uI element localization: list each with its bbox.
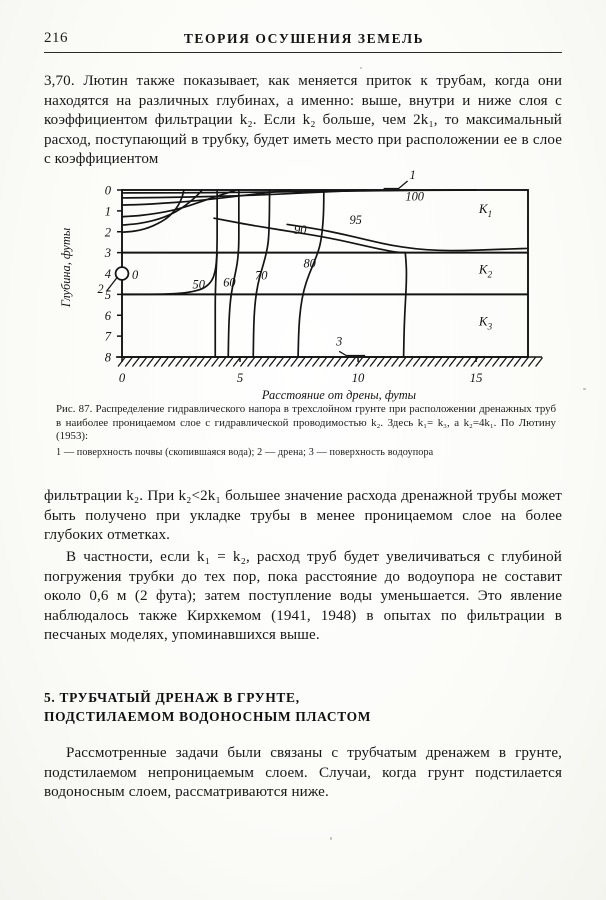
figure-annotations: [97, 168, 415, 356]
annotation-leader-1: [384, 181, 408, 189]
y-tick-label: 8: [104, 350, 111, 365]
curve-label-80: 80: [303, 256, 316, 271]
curve-label-70: 70: [255, 268, 268, 283]
curve-label-90: 90: [294, 222, 307, 237]
y-tick-label: 1: [104, 204, 111, 219]
x-tick-label: 10: [351, 371, 365, 385]
annotation-label-2: 2: [97, 282, 104, 297]
x-axis-title: Расстояние от дрены, футы: [261, 388, 417, 402]
y-tick-label: 6: [104, 308, 111, 323]
impermeable-hatching: [116, 357, 543, 367]
annotation-leader-3: [339, 351, 365, 355]
layer-label-1: $K_1$: [478, 200, 493, 219]
body-paragraph-3: В частности, если k₁ = k₂, расход труб будет увеличиваться с глубиной погружения трубки до тех пор, пока расстояние до водоупора не составит около 0,6 м (2 фута); затем поступление воды уменьшается. Это явление наблюдалось также Кирхкемом (1941, 1948) в опытах по фильтрации в песчаных моделях, упоминавшихся выше.: [44, 549, 562, 644]
figure-caption: [56, 403, 556, 459]
curve-label-50: 50: [192, 277, 205, 292]
scan-speck: [583, 388, 586, 390]
figure-87: [44, 168, 564, 400]
y-axis-title: Глубина, футы: [59, 227, 73, 308]
y-tick-label: 2: [104, 225, 111, 240]
plot-frame: [122, 190, 528, 357]
equipotential-curve-50: [122, 190, 184, 232]
x-tick-label: 0: [118, 371, 126, 385]
annotation-label-3: 3: [336, 334, 343, 349]
equipotential-curve-60: [122, 190, 202, 225]
annotation-label-1: 1: [409, 168, 416, 182]
x-tick-label: 15: [469, 371, 483, 385]
figure-caption-main: Рис. 87. Распределение гидравлического напора в трехслойном грунте при расположении дренажных труб в наиболее проницаемом слое с гидравлической проводимостью k₂. Здесь k₁= k₃, а k₂=4k₁. По Лютину (1953):: [56, 403, 556, 443]
page-number: 216: [44, 30, 68, 46]
body-paragraph-1: 3,70. Лютин также показывает, как меняется приток к трубам, когда они находятся на различных глубинах, а именно: выше, внутри и ниже слоя с коэффициентом фильтрации k₂. Если k₂ больше, чем 2k₁, то максимальный расход, поступающий в трубку, будет иметь место при расположении ее в слое с коэффициентом: [44, 73, 562, 168]
head-distribution-chart: [44, 168, 564, 402]
body-paragraph-2: фильтрации k₂. При k₂<2k₁ большее значение расхода дренажной трубы может быть получено при укладке трубы в менее проницаемом слое на более глубоких отметках.: [44, 488, 562, 544]
y-tick-label: 7: [104, 329, 111, 344]
y-tick-label: 4: [104, 267, 111, 282]
header-rule: [44, 52, 562, 53]
curve-label-95: 95: [349, 212, 362, 227]
scan-speck: [360, 67, 362, 69]
layer-label-3: $K_3$: [478, 313, 493, 332]
page-header: [44, 30, 564, 52]
running-head-title: ТЕОРИЯ ОСУШЕНИЯ ЗЕМЕЛЬ: [183, 31, 425, 46]
section-heading-line-1: 5. ТРУБЧАТЫЙ ДРЕНАЖ В ГРУНТЕ,: [44, 690, 300, 705]
equipotential-curve-50c: [215, 253, 217, 357]
curve-label-100: 100: [405, 189, 424, 204]
scan-speck: [330, 837, 332, 840]
figure-chart: [44, 168, 564, 402]
equipotential-curve-60b: [228, 190, 239, 357]
drain-label: 0: [132, 268, 139, 282]
equipotential-curve-95b: [214, 218, 405, 252]
body-paragraph-4: Рассмотренные задачи были связаны с трубчатым дренажем в грунте, подстилаемом непроницаемым слоем. Случаи, когда грунт подстилается водоносным слоем, рассматриваются ниже.: [44, 745, 562, 801]
layer-label-2: $K_2$: [478, 261, 493, 280]
y-tick-label: 3: [104, 246, 111, 261]
equipotential-curve-80b: [298, 190, 324, 357]
equipotential-curve-95c: [404, 253, 407, 357]
equipotential-curves: [122, 190, 528, 357]
curve-label-60: 60: [223, 275, 236, 290]
x-tick-label: 5: [236, 371, 244, 385]
figure-caption-legend: 1 — поверхность почвы (скопившаяся вода); 2 — дрена; 3 — поверхность водоупора: [56, 446, 434, 458]
section-heading-line-2: ПОДСТИЛАЕМОМ ВОДОНОСНЫМ ПЛАСТОМ: [44, 709, 372, 724]
drain-pipe-symbol: [116, 267, 129, 280]
y-tick-label: 5: [104, 287, 111, 302]
y-tick-label: 0: [104, 183, 111, 198]
